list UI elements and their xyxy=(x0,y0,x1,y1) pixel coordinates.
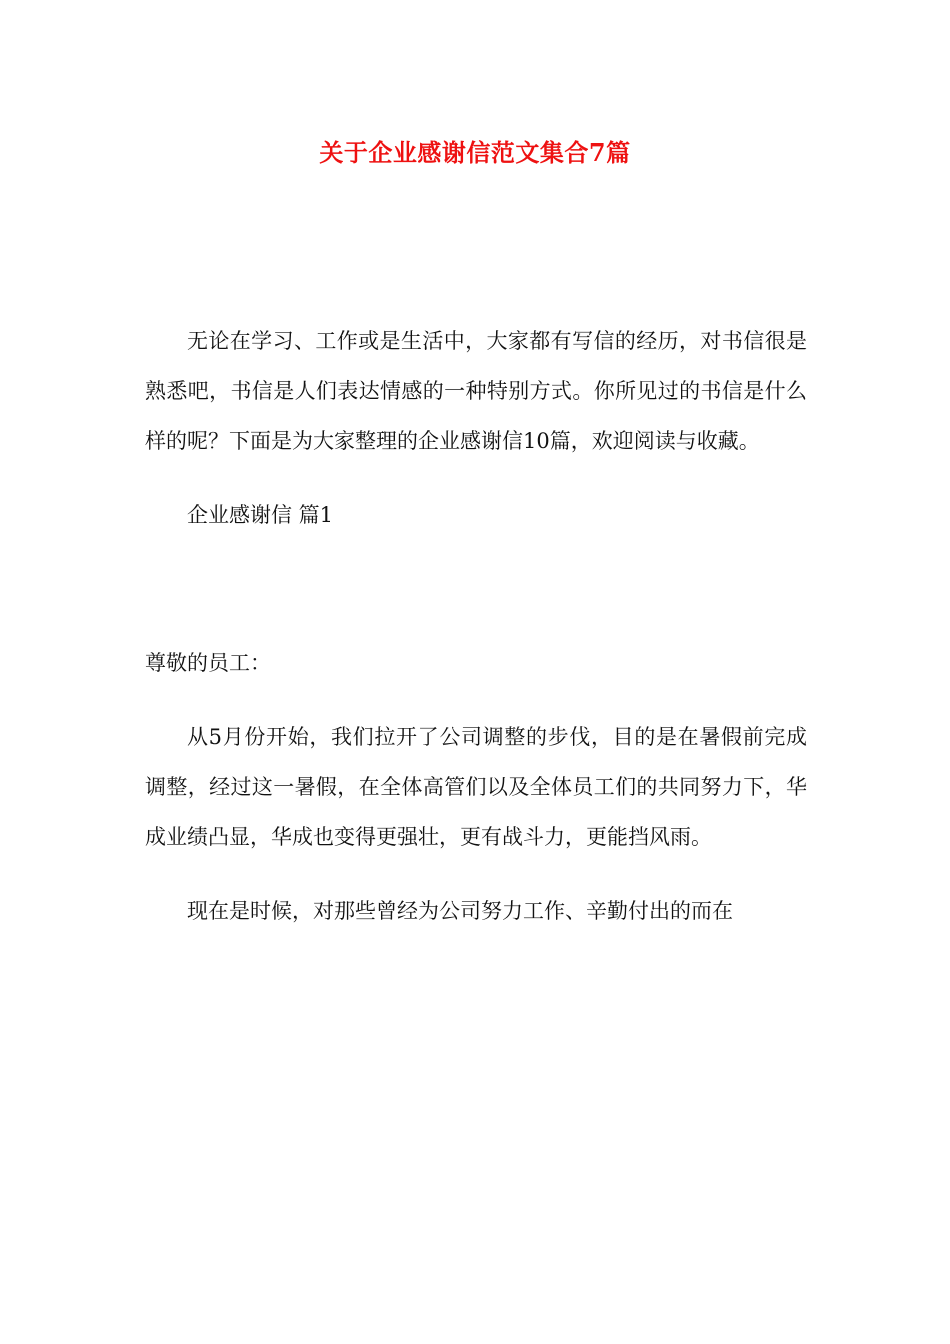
salutation: 尊敬的员工： xyxy=(145,651,271,675)
intro-paragraph: 无论在学习、工作或是生活中，大家都有写信的经历，对书信很是熟悉吧，书信是人们表达情感的一种特别方式。你所见过的书信是什么样的呢？下面是为大家整理的企业感谢信10篇，欢迎阅读与收藏。 xyxy=(145,329,807,453)
document-body xyxy=(145,316,807,960)
section-heading: 企业感谢信 篇1 xyxy=(187,503,334,527)
body-paragraph: 现在是时候，对那些曾经为公司努力工作、辛勤付出的而在 xyxy=(187,899,733,923)
document-title: 关于企业感谢信范文集合7篇 xyxy=(319,138,631,167)
body-paragraph: 从5月份开始，我们拉开了公司调整的步伐，目的是在暑假前完成调整，经过这一暑假，在全体高管们以及全体员工们的共同努力下，华成业绩凸显，华成也变得更强壮，更有战斗力，更能挡风雨。 xyxy=(145,725,807,849)
